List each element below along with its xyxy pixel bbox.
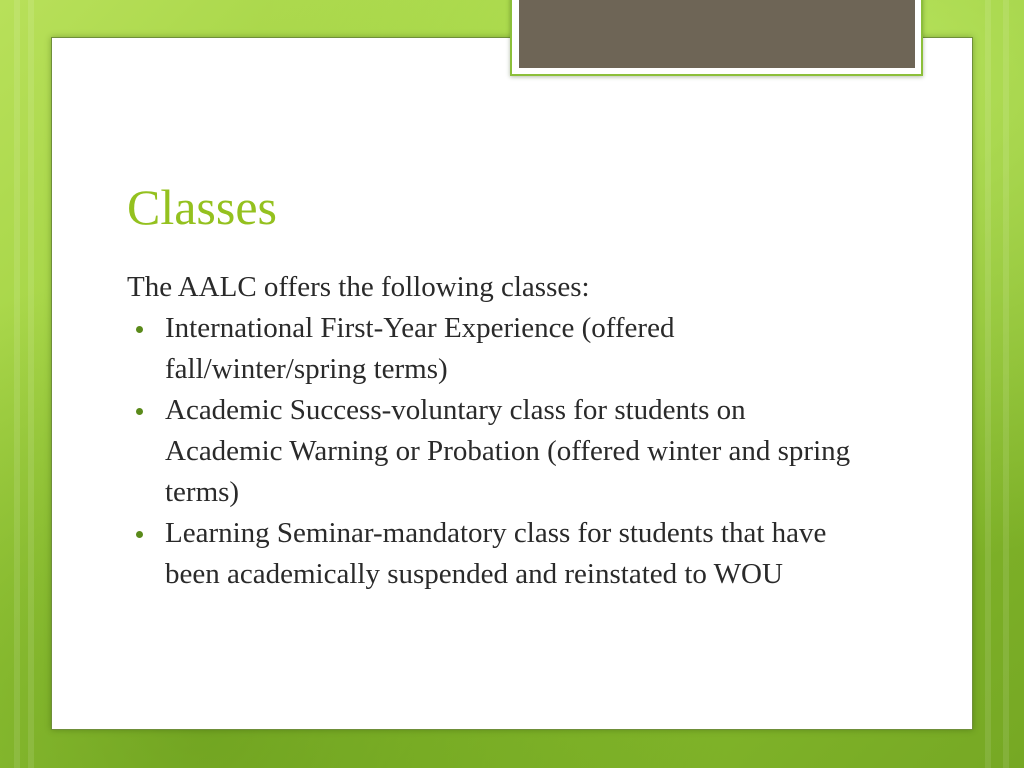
header-tab-block (519, 0, 915, 68)
slide-title: Classes (127, 179, 277, 235)
bullet-icon (136, 408, 143, 415)
list-item-text: Learning Seminar-mandatory class for students that have been academically suspended and reinstated to WOU (165, 517, 827, 590)
background-stripe (1003, 0, 1009, 768)
class-list (127, 308, 867, 595)
list-item (127, 308, 867, 390)
list-item-text: International First-Year Experience (offered fall/winter/spring terms) (165, 312, 675, 385)
list-item-text: Academic Success-voluntary class for students on Academic Warning or Probation (offered winter and spring terms) (165, 394, 851, 508)
background-stripe (985, 0, 991, 768)
background-stripe (28, 0, 34, 768)
background-stripe (14, 0, 20, 768)
bullet-icon (136, 531, 143, 538)
intro-text: The AALC offers the following classes: (127, 271, 590, 303)
list-item (127, 513, 867, 595)
bullet-icon (136, 326, 143, 333)
slide-body (127, 267, 867, 595)
list-item (127, 390, 867, 513)
